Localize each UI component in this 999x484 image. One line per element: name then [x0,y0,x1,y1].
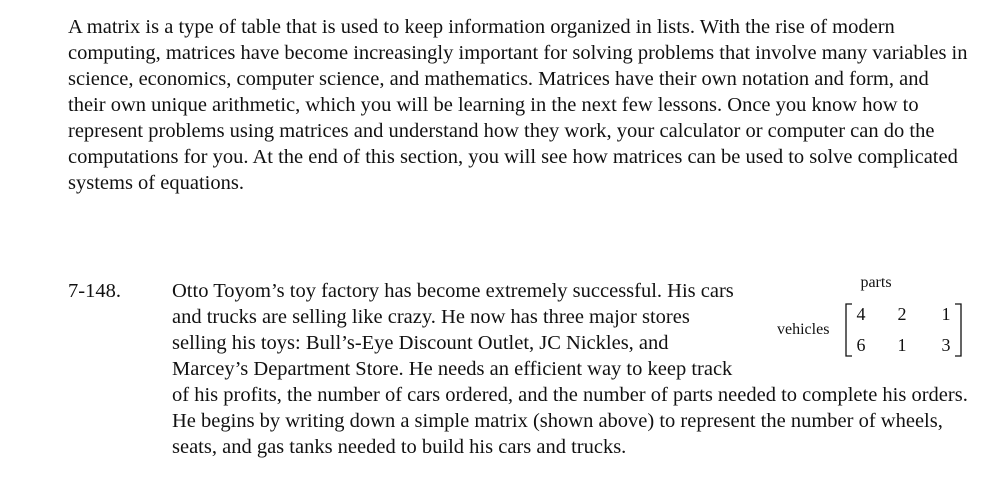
matrix-cell: 3 [941,335,951,355]
problem-text: Otto Toyom’s toy factory has become extremely successful. His cars and trucks are selling like crazy. He now has three major stores selling his toys: Bull’s-Eye Discount Outlet, JC Nickles, and Marcey’s Department Store. He needs an efficient way to keep track of his profits, the number of cars ordered, and the number of parts needed to complete his orders. He begins by writing down a simple matrix (shown above) to represent the number of wheels, seats, and gas tanks needed to build his cars and trucks. [172,280,968,458]
matrix-cell: 1 [897,335,907,355]
matrix-cell: 4 [856,304,866,324]
matrix-figure [770,266,990,366]
intro-paragraph: A matrix is a type of table that is used to keep information organized in lists. With the rise of modern computing, matrices have become increasingly important for solving problems that involve many variables in science, economics, computer science, and mathematics. Matrices have their own notation and form, and their own unique arithmetic, which you will be learning in the next few lessons. Once you know how to represent problems using matrices and understand how they work, your calculator or computer can do the computations for you. At the end of this section, you will see how matrices can be used to solve complicated systems of equations. [68,16,968,194]
matrix-cell: 2 [897,304,907,324]
matrix-cell: 6 [856,335,866,355]
matrix-row-label: vehicles [777,321,830,338]
matrix-svg [770,266,990,366]
matrix-right-bracket [955,304,961,356]
matrix-column-label: parts [860,274,892,291]
problem-number: 7-148. [68,280,121,302]
matrix-cell: 1 [941,304,951,324]
matrix-left-bracket [846,304,852,356]
